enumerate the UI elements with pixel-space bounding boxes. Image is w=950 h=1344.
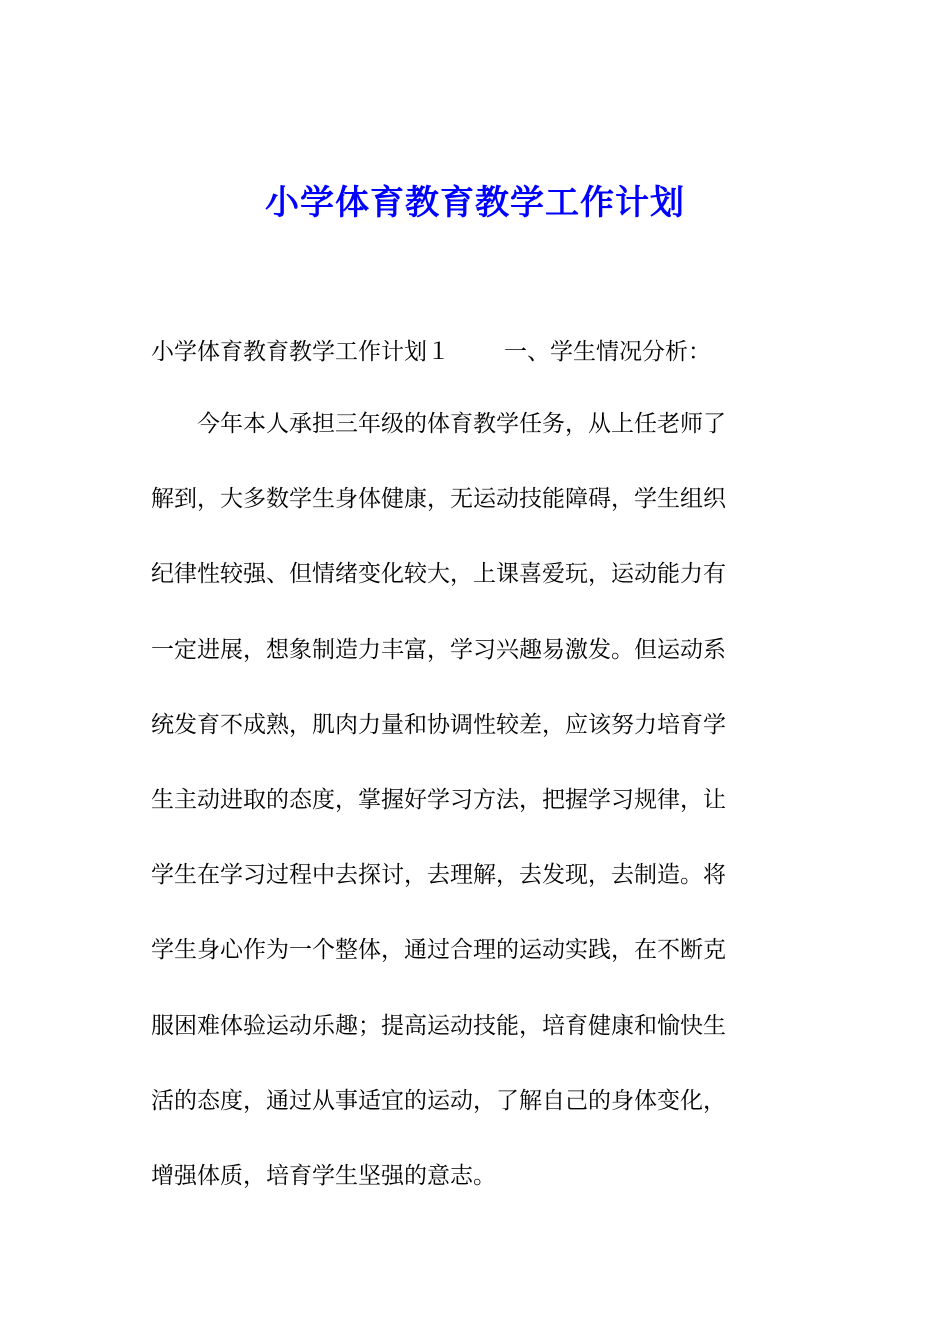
paragraph-line: 增强体质，培育学生坚强的意志。 (151, 1162, 496, 1189)
section-heading: 一、学生情况分析： (504, 339, 711, 365)
paragraph-line: 生主动进取的态度，掌握好学习方法，把握学习规律，让 (151, 786, 726, 813)
section-header-line (151, 330, 811, 374)
paragraph-line: 一定进展，想象制造力丰富，学习兴趣易激发。但运动系 (151, 636, 726, 663)
paragraph-line: 今年本人承担三年级的体育教学任务，从上任老师了 (151, 411, 726, 437)
paragraph-line: 服困难体验运动乐趣；提高运动技能，培育健康和愉快生 (151, 1012, 726, 1039)
paragraph-line: 活的态度，通过从事适宜的运动，了解自己的身体变化， (151, 1087, 726, 1114)
document-title: 小学体育教育教学工作计划 (265, 183, 685, 223)
paragraph-line: 学生在学习过程中去探讨，去理解，去发现，去制造。将 (151, 862, 726, 889)
paragraph-line: 解到，大多数学生身体健康，无运动技能障碍，学生组织 (151, 486, 726, 513)
paragraph-line: 学生身心作为一个整体，通过合理的运动实践，在不断克 (151, 937, 726, 964)
body-paragraph (151, 402, 791, 1229)
paragraph-line: 统发育不成熟，肌肉力量和协调性较差，应该努力培育学 (151, 711, 726, 738)
plan-subtitle: 小学体育教育教学工作计划１ (151, 339, 450, 365)
paragraph-line: 纪律性较强、但情绪变化较大，上课喜爱玩，运动能力有 (151, 561, 726, 588)
